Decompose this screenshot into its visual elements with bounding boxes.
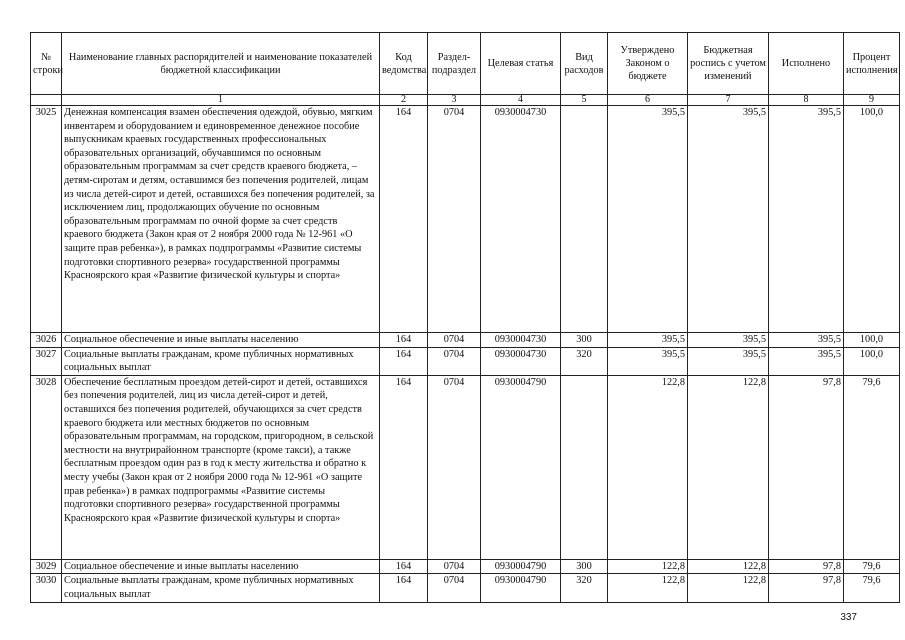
table-row bbox=[31, 333, 900, 348]
row-approved: 122,8 bbox=[608, 375, 688, 559]
row-budget: 122,8 bbox=[688, 375, 769, 559]
row-percent: 100,0 bbox=[844, 333, 900, 348]
row-target: 0930004730 bbox=[481, 347, 561, 375]
row-number: 3029 bbox=[31, 559, 62, 574]
header-section: Раздел-подраздел bbox=[428, 33, 481, 95]
row-name: Социальное обеспечение и иные выплаты населению bbox=[62, 559, 380, 574]
column-number-cell: 8 bbox=[769, 95, 844, 106]
table-row bbox=[31, 375, 900, 559]
row-type: 300 bbox=[561, 333, 608, 348]
column-number-cell: 9 bbox=[844, 95, 900, 106]
row-percent: 79,6 bbox=[844, 375, 900, 559]
row-executed: 395,5 bbox=[769, 333, 844, 348]
row-type bbox=[561, 375, 608, 559]
row-name: Социальное обеспечение и иные выплаты населению bbox=[62, 333, 380, 348]
header-target-article: Целевая статья bbox=[481, 33, 561, 95]
table-row bbox=[31, 106, 900, 333]
row-approved: 395,5 bbox=[608, 106, 688, 333]
row-percent: 79,6 bbox=[844, 574, 900, 602]
row-section: 0704 bbox=[428, 106, 481, 333]
row-approved: 395,5 bbox=[608, 333, 688, 348]
header-percent: Процент исполнения bbox=[844, 33, 900, 95]
row-executed: 97,8 bbox=[769, 574, 844, 602]
row-dept: 164 bbox=[380, 333, 428, 348]
row-approved: 122,8 bbox=[608, 574, 688, 602]
row-target: 0930004730 bbox=[481, 333, 561, 348]
row-dept: 164 bbox=[380, 106, 428, 333]
row-section: 0704 bbox=[428, 559, 481, 574]
budget-execution-table bbox=[30, 32, 900, 603]
column-number-cell: 3 bbox=[428, 95, 481, 106]
column-number-cell: 2 bbox=[380, 95, 428, 106]
row-section: 0704 bbox=[428, 333, 481, 348]
row-target: 0930004790 bbox=[481, 574, 561, 602]
row-dept: 164 bbox=[380, 347, 428, 375]
row-dept: 164 bbox=[380, 559, 428, 574]
row-name: Социальные выплаты гражданам, кроме публичных нормативных социальных выплат bbox=[62, 347, 380, 375]
row-name: Обеспечение бесплатным проездом детей-сирот и детей, оставшихся без попечения родителей, лиц из числа детей-сирот и детей, оставшихся без попечения родителей, обучающихся за счет средств краевого бюджета или местных бюджетов по основным образовательным программам, на городском, пригородном, в сельской местности на внутрирайонном транспорте (кроме такси), а также бесплатным проездом один раз в год к месту жительства и обратно к месту учебы (Закон края от 2 ноября 2000 года № 12-961 «О защите прав ребенка») в рамках подпрограммы «Развитие системы подготовки спортивного резерва» государственной программы Красноярского края «Развитие физической культуры и спорта» bbox=[62, 375, 380, 559]
table-row bbox=[31, 574, 900, 602]
row-section: 0704 bbox=[428, 375, 481, 559]
row-percent: 100,0 bbox=[844, 106, 900, 333]
column-number-cell: 6 bbox=[608, 95, 688, 106]
column-number-row bbox=[31, 95, 900, 106]
column-number-cell: 1 bbox=[62, 95, 380, 106]
row-section: 0704 bbox=[428, 574, 481, 602]
row-target: 0930004790 bbox=[481, 559, 561, 574]
page-number: 337 bbox=[840, 612, 857, 623]
row-number: 3027 bbox=[31, 347, 62, 375]
header-executed: Исполнено bbox=[769, 33, 844, 95]
row-target: 0930004730 bbox=[481, 106, 561, 333]
row-budget: 122,8 bbox=[688, 574, 769, 602]
header-approved: Утверждено Законом о бюджете bbox=[608, 33, 688, 95]
row-type: 320 bbox=[561, 347, 608, 375]
row-name: Денежная компенсация взамен обеспечения одеждой, обувью, мягким инвентарем и оборудованием и единовременное денежное пособие выпускникам краевых государственных профессиональных образовательных организаций, обучавшимся по основным образовательным программам за счет средств краевого бюджета, – детям-сиротам и детям, оставшимся без попечения родителей, лицам из числа детей-сирот и детей, оставшихся без попечения родителей, за исключением лиц, продолжающих обучение по основным образовательным программам по очной форме за счет средств краевого бюджета (Закон края от 2 ноября 2000 года № 12-961 «О защите прав ребенка»), в рамках подпрограммы «Развитие системы подготовки спортивного резерва» государственной программы Красноярского края «Развитие физической культуры и спорта» bbox=[62, 106, 380, 333]
column-number-cell: 7 bbox=[688, 95, 769, 106]
row-type bbox=[561, 106, 608, 333]
column-number-cell: 4 bbox=[481, 95, 561, 106]
row-approved: 122,8 bbox=[608, 559, 688, 574]
row-target: 0930004790 bbox=[481, 375, 561, 559]
row-executed: 395,5 bbox=[769, 106, 844, 333]
row-executed: 97,8 bbox=[769, 375, 844, 559]
header-budget-schedule: Бюджетная роспись с учетом изменений bbox=[688, 33, 769, 95]
row-percent: 100,0 bbox=[844, 347, 900, 375]
header-row-number: № строки bbox=[31, 33, 62, 95]
row-dept: 164 bbox=[380, 574, 428, 602]
row-number: 3026 bbox=[31, 333, 62, 348]
row-number: 3030 bbox=[31, 574, 62, 602]
row-name: Социальные выплаты гражданам, кроме публичных нормативных социальных выплат bbox=[62, 574, 380, 602]
row-section: 0704 bbox=[428, 347, 481, 375]
row-budget: 395,5 bbox=[688, 347, 769, 375]
header-expense-type: Вид расходов bbox=[561, 33, 608, 95]
table-row bbox=[31, 347, 900, 375]
header-name: Наименование главных распорядителей и наименование показателей бюджетной классификации bbox=[62, 33, 380, 95]
row-budget: 395,5 bbox=[688, 106, 769, 333]
row-number: 3028 bbox=[31, 375, 62, 559]
header-dept-code: Код ведомства bbox=[380, 33, 428, 95]
row-number: 3025 bbox=[31, 106, 62, 333]
row-budget: 122,8 bbox=[688, 559, 769, 574]
row-type: 320 bbox=[561, 574, 608, 602]
column-number-cell: 5 bbox=[561, 95, 608, 106]
row-dept: 164 bbox=[380, 375, 428, 559]
row-executed: 97,8 bbox=[769, 559, 844, 574]
row-executed: 395,5 bbox=[769, 347, 844, 375]
table-row bbox=[31, 559, 900, 574]
column-number-cell bbox=[31, 95, 62, 106]
row-type: 300 bbox=[561, 559, 608, 574]
row-approved: 395,5 bbox=[608, 347, 688, 375]
row-budget: 395,5 bbox=[688, 333, 769, 348]
row-percent: 79,6 bbox=[844, 559, 900, 574]
header-row bbox=[31, 33, 900, 95]
